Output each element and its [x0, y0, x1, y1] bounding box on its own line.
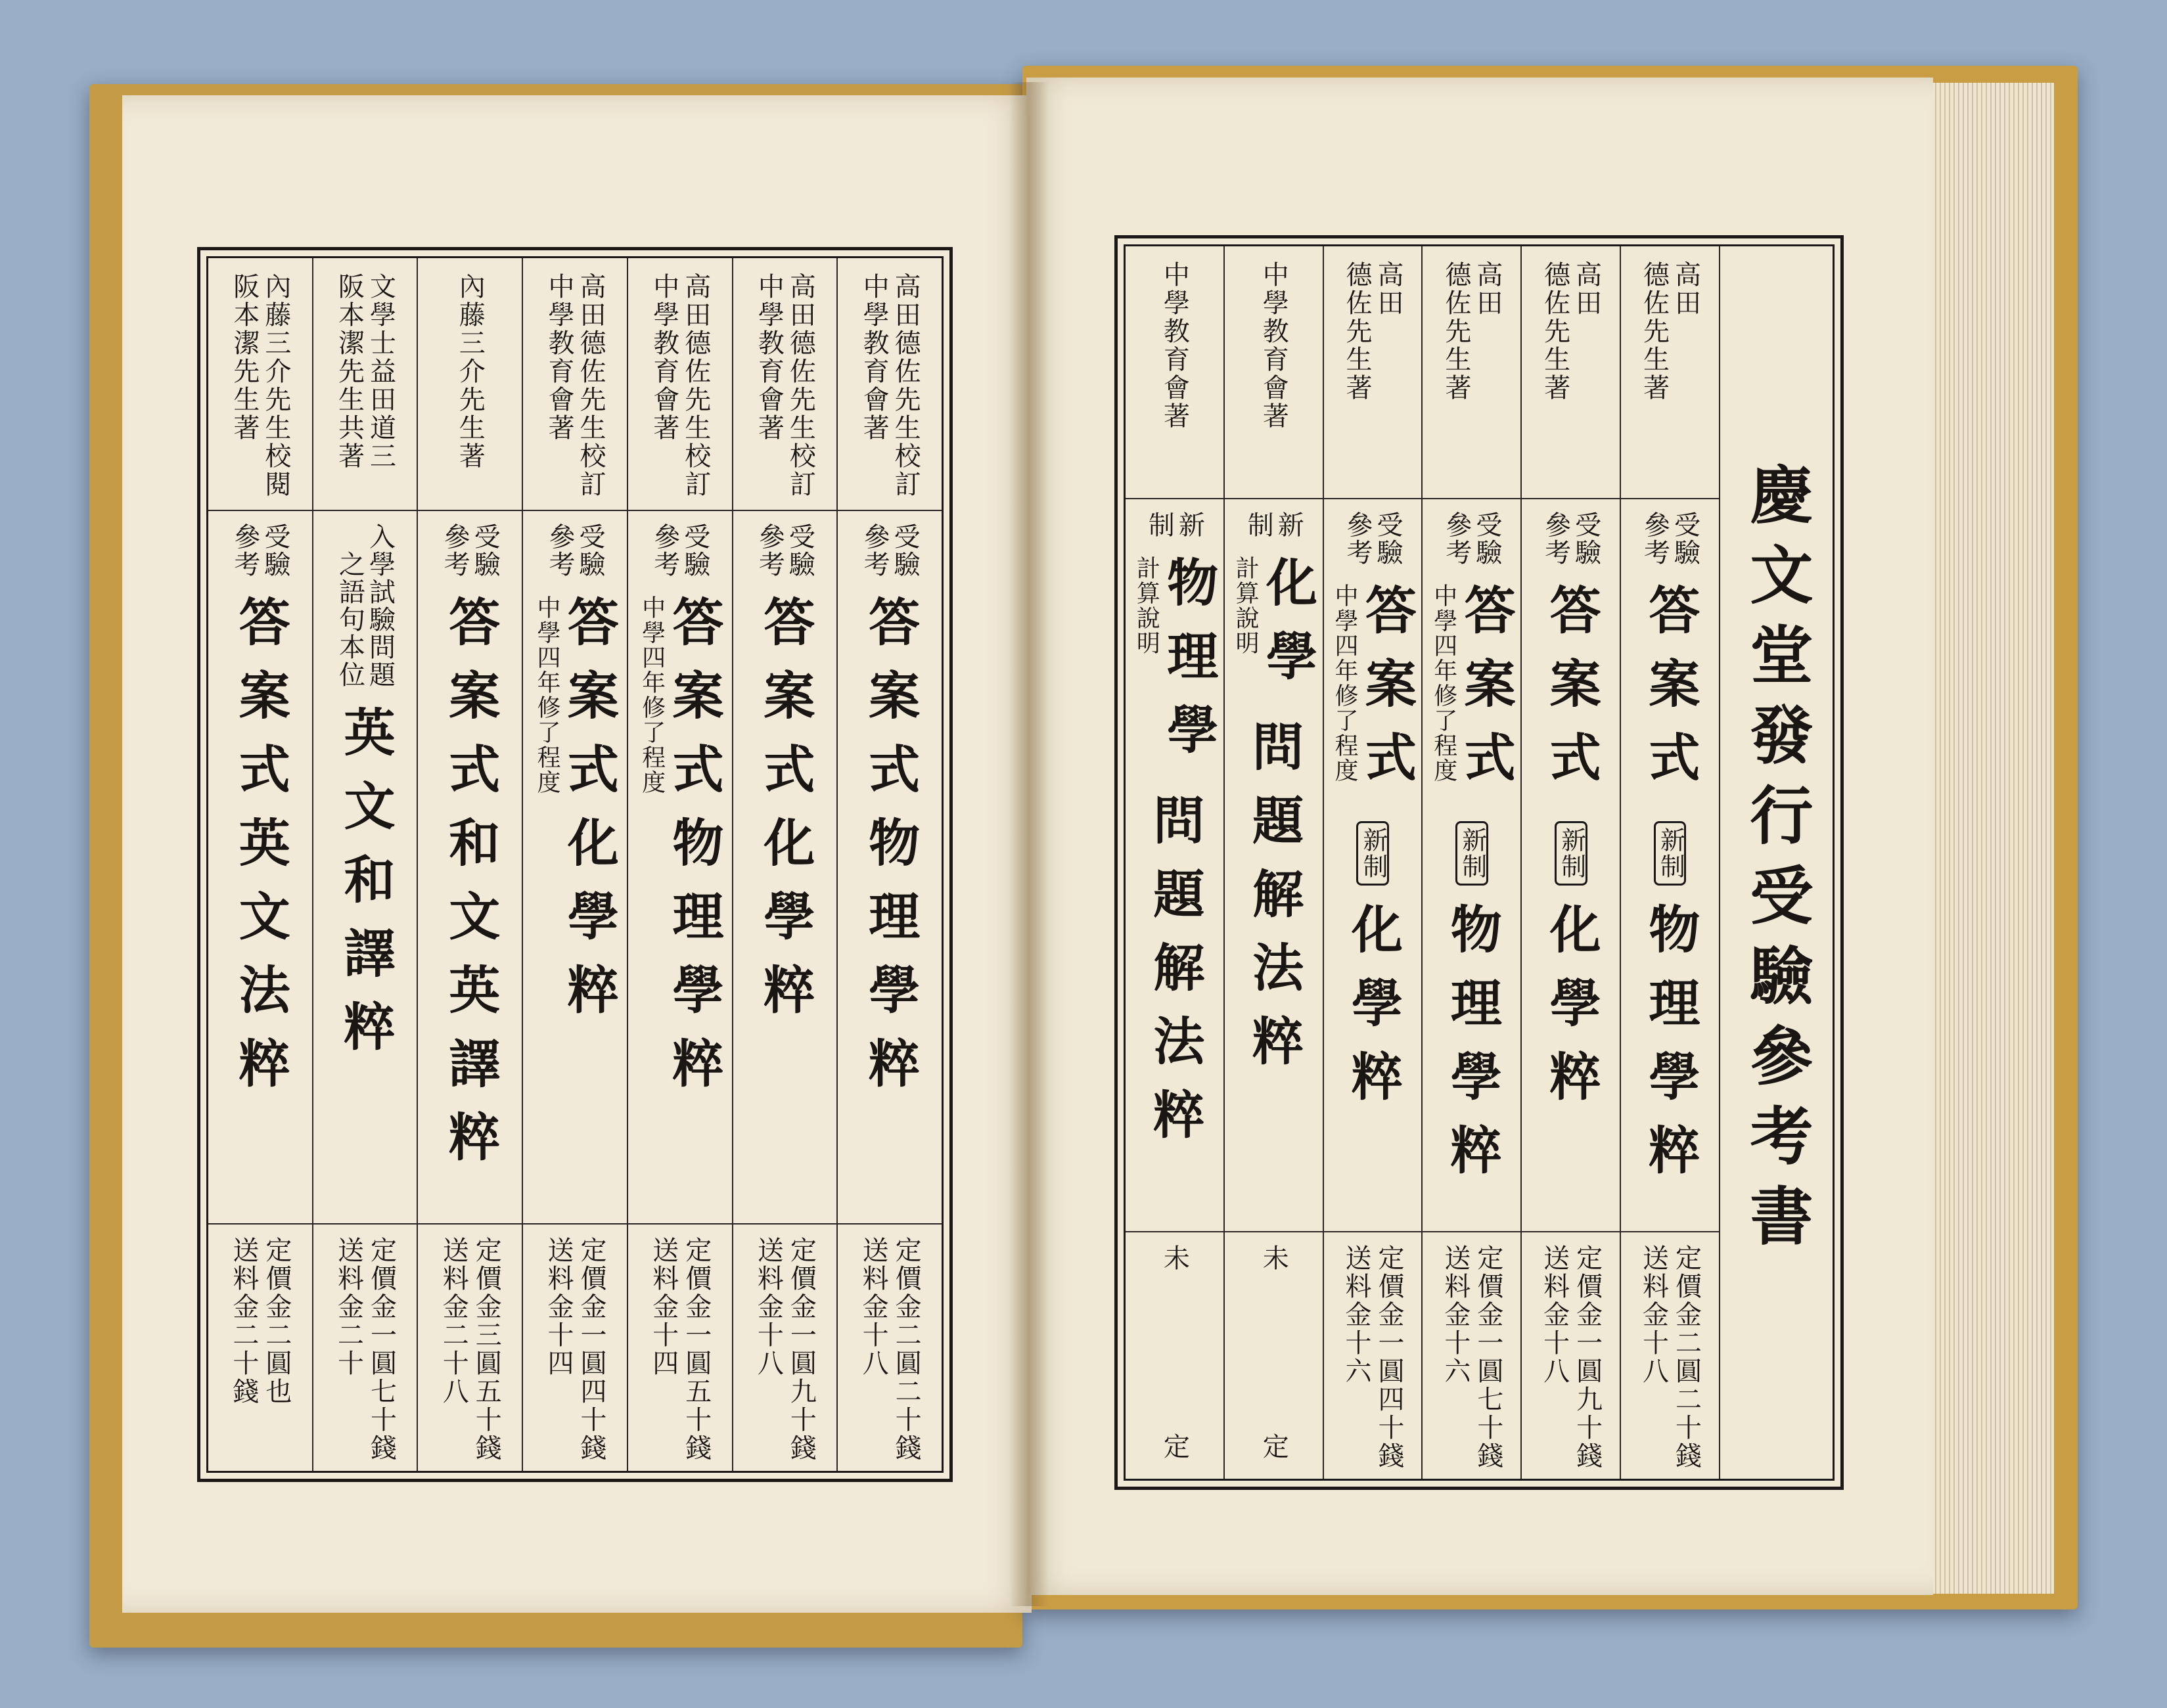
- title-cell: [838, 511, 942, 1225]
- title-cell: [208, 511, 312, 1225]
- price-line: 送料金十四: [648, 1236, 679, 1378]
- series-label: [651, 523, 709, 578]
- title-row: [860, 595, 921, 1110]
- author-lines: [456, 273, 484, 510]
- price-line: 定價金一圓九十錢: [786, 1236, 817, 1462]
- title-row-top: [1430, 583, 1516, 804]
- series-label-line: 受驗: [1373, 511, 1403, 566]
- series-label-line: 受驗: [1471, 511, 1502, 566]
- new-edition-stamp: 新制: [1356, 821, 1389, 886]
- author-cell: [418, 258, 522, 511]
- page-header-title: 慶文堂發行受驗參考書: [1739, 462, 1814, 1263]
- price-line: 送料金十六: [1341, 1244, 1372, 1385]
- new-edition-stamp: 新制: [1455, 821, 1488, 886]
- price-cell: [1324, 1232, 1422, 1479]
- series-label-line: 新: [1273, 511, 1304, 539]
- book-entry-column: [417, 258, 522, 1471]
- author-line: 高田: [1670, 261, 1701, 317]
- title-row: [755, 595, 815, 1037]
- book-title-part: 物理學: [1158, 556, 1219, 776]
- title-cell: [628, 511, 732, 1225]
- author-line: 中學教育會著: [543, 273, 574, 442]
- author-line: 中學教育會著: [649, 273, 679, 442]
- author-line: 中學教育會著: [1159, 261, 1190, 430]
- price-line: 定價金三圓五十錢: [471, 1236, 502, 1462]
- book-title-part: 化學粹: [1541, 903, 1601, 1123]
- author-line: 阪本潔先生著: [229, 273, 260, 442]
- book-entry-column: [627, 258, 732, 1471]
- book-title-part: 答案式: [1455, 583, 1516, 804]
- price-lines: [1442, 1244, 1502, 1479]
- price-line: 定價金一圓七十錢: [1472, 1244, 1503, 1470]
- author-line: 內藤三介先生校閱: [260, 273, 291, 499]
- author-lines: [1442, 261, 1501, 498]
- author-cell: [1225, 246, 1323, 499]
- price-line: 定價金一圓五十錢: [681, 1236, 712, 1462]
- author-cell: [1324, 246, 1422, 499]
- series-label-line: 參考: [1639, 511, 1670, 566]
- book-title-part: 物理學粹: [1442, 903, 1502, 1197]
- title-cell: [1126, 499, 1223, 1232]
- author-lines: [1160, 261, 1188, 498]
- price-line: 送料金十八: [1539, 1244, 1570, 1385]
- title-row-top: [1541, 583, 1601, 804]
- price-lines: [545, 1236, 605, 1471]
- price-lines: [754, 1236, 815, 1471]
- price-line: 定價金一圓七十錢: [366, 1236, 397, 1462]
- series-label-line: 參考: [440, 523, 470, 578]
- price-cell: [1126, 1232, 1223, 1479]
- book-title: 英文和譯粹: [335, 706, 396, 1073]
- series-label-line: 參考: [649, 523, 680, 578]
- book-title-part: 物理學粹: [1640, 903, 1700, 1197]
- author-line: 文學士益田道三: [365, 273, 396, 470]
- author-line: 高田: [1472, 261, 1503, 317]
- book-title: 答案式物理學粹: [664, 595, 724, 1110]
- price-cell: [1423, 1232, 1520, 1479]
- header-column: [1719, 246, 1833, 1479]
- series-label-line: 參考: [229, 523, 260, 578]
- title-row-top: [1232, 556, 1318, 703]
- title-stack: [1331, 511, 1417, 1231]
- price-lines: [1342, 1244, 1403, 1479]
- price-line: 送料金十八: [753, 1236, 784, 1378]
- author-cell: [1522, 246, 1620, 499]
- book-entry-column: [836, 258, 942, 1471]
- author-cell: [628, 258, 732, 511]
- price-line: 送料金十八: [1638, 1244, 1669, 1385]
- series-label-line: 制: [1243, 511, 1274, 539]
- price-line: 送料金十四: [543, 1236, 574, 1378]
- series-label-line: 受驗: [470, 523, 501, 578]
- author-line: 高田德佐先生校訂: [575, 273, 606, 499]
- author-line: 高田德佐先生校訂: [785, 273, 816, 499]
- series-label-line: 參考: [1441, 511, 1472, 566]
- price-lines: [859, 1236, 920, 1471]
- title-cell: [733, 511, 837, 1225]
- price-cell: [208, 1225, 312, 1471]
- author-cell: [1423, 246, 1520, 499]
- price-lines: [1160, 1244, 1188, 1461]
- book-entry-column: [1620, 246, 1719, 1479]
- series-label-line: 參考: [1540, 511, 1571, 566]
- series-label: [1641, 511, 1699, 566]
- book-title: 答案式和文英譯粹: [440, 595, 501, 1184]
- author-line: 阪本潔先生共著: [334, 273, 365, 470]
- author-lines: [545, 273, 604, 510]
- price-line: 送料金十六: [1440, 1244, 1471, 1385]
- author-lines: [1343, 261, 1402, 498]
- level-note: 中學四年修了程度: [533, 595, 560, 795]
- price-line: 送料金二十八: [438, 1236, 469, 1406]
- price-lines: [1260, 1244, 1287, 1461]
- author-line: 高田德佐先生校訂: [890, 273, 921, 499]
- author-line: 德佐先生著: [1540, 261, 1570, 402]
- author-cell: [523, 258, 627, 511]
- author-line: 中學教育會著: [859, 273, 890, 442]
- author-lines: [1640, 261, 1699, 498]
- series-label-line: 受驗: [890, 523, 921, 578]
- level-note: 中學四年修了程度: [638, 595, 666, 795]
- price-line: 未: [1159, 1244, 1190, 1272]
- title-stack: [1232, 511, 1318, 1231]
- new-edition-stamp: 新制: [1555, 821, 1587, 886]
- series-label: [336, 523, 394, 688]
- series-label: [546, 523, 604, 578]
- book-spine: [1009, 82, 1049, 1606]
- level-note: 計算說明: [1133, 556, 1160, 656]
- price-lines: [1541, 1244, 1601, 1479]
- author-lines: [336, 273, 395, 510]
- series-label: [1542, 511, 1600, 566]
- title-stack: [1641, 511, 1699, 1231]
- series-label-line: 受驗: [1570, 511, 1601, 566]
- author-line: 高田: [1373, 261, 1404, 317]
- author-lines: [755, 273, 814, 510]
- title-cell: [1621, 499, 1719, 1232]
- price-line: 送料金十八: [858, 1236, 889, 1378]
- book-title: 答案式化學粹: [755, 595, 815, 1037]
- book-title: 答案式物理學粹: [860, 595, 921, 1110]
- book-title: 答案式英文法粹: [230, 595, 290, 1110]
- price-cell: [523, 1225, 627, 1471]
- title-stack: [336, 523, 394, 1223]
- title-stack: [1133, 511, 1219, 1231]
- book-entry-column: [208, 258, 312, 1471]
- price-line: 定: [1159, 1433, 1190, 1461]
- price-line: 未: [1258, 1244, 1289, 1272]
- title-cell: [1324, 499, 1422, 1232]
- book-title-part: 化學: [1258, 556, 1318, 703]
- price-cell: [418, 1225, 522, 1471]
- title-row-top: [1640, 583, 1700, 804]
- title-stack: [1542, 511, 1600, 1231]
- title-stack: [861, 523, 919, 1223]
- price-cell: [1225, 1232, 1323, 1479]
- book-title-part: 答案式: [1356, 583, 1417, 804]
- title-row: [335, 706, 396, 1073]
- title-row: [533, 595, 619, 1037]
- price-line: 送料金二十錢: [228, 1236, 259, 1406]
- title-row-top: [1331, 583, 1417, 804]
- title-row: [638, 595, 724, 1110]
- title-stack: [638, 523, 724, 1223]
- series-label-line: 之語句本位: [334, 551, 365, 688]
- title-cell: [523, 511, 627, 1225]
- book-entry-column: [1126, 246, 1223, 1479]
- level-note: 中學四年修了程度: [1430, 583, 1457, 783]
- price-line: 定價金一圓四十錢: [576, 1236, 606, 1462]
- author-line: 高田德佐先生校訂: [680, 273, 711, 499]
- author-line: 德佐先生著: [1342, 261, 1373, 402]
- title-cell: [1423, 499, 1520, 1232]
- title-cell: [313, 511, 417, 1225]
- book-title-part: 化學粹: [1342, 903, 1403, 1123]
- title-stack: [533, 523, 619, 1223]
- series-label: [861, 523, 919, 578]
- author-cell: [208, 258, 312, 511]
- author-line: 中學教育會著: [754, 273, 785, 442]
- series-label: [1244, 511, 1302, 539]
- price-lines: [440, 1236, 500, 1471]
- title-row: [440, 595, 501, 1184]
- left-columns: [206, 256, 944, 1473]
- series-label-line: 受驗: [679, 523, 710, 578]
- price-cell: [1621, 1232, 1719, 1479]
- series-label-line: 受驗: [574, 523, 605, 578]
- author-line: 高田: [1571, 261, 1602, 317]
- series-label-line: 制: [1144, 511, 1175, 539]
- book-title: 答案式化學粹: [559, 595, 619, 1037]
- series-label: [1443, 511, 1501, 566]
- series-label-line: 參考: [859, 523, 890, 578]
- series-label: [1145, 511, 1203, 539]
- author-line: 德佐先生著: [1639, 261, 1670, 402]
- price-line: 定價金二圓也: [261, 1236, 292, 1406]
- title-stack: [1430, 511, 1516, 1231]
- book-entry-column: [732, 258, 837, 1471]
- level-note: 中學四年修了程度: [1331, 583, 1358, 783]
- title-stack: [231, 523, 289, 1223]
- price-cell: [313, 1225, 417, 1471]
- author-cell: [1126, 246, 1223, 499]
- author-cell: [733, 258, 837, 511]
- right-book-list-table: [1114, 235, 1844, 1490]
- author-lines: [1541, 261, 1601, 498]
- series-label: [441, 523, 499, 578]
- price-line: 定價金一圓九十錢: [1572, 1244, 1603, 1470]
- author-lines: [1260, 261, 1287, 498]
- author-lines: [860, 273, 919, 510]
- author-lines: [231, 273, 290, 510]
- price-cell: [838, 1225, 942, 1471]
- price-cell: [733, 1225, 837, 1471]
- title-cell: [1522, 499, 1620, 1232]
- book-title-part: 答案式: [1640, 583, 1700, 804]
- series-label: [231, 523, 289, 578]
- title-stack: [441, 523, 499, 1223]
- book-title-part: 答案式: [1541, 583, 1601, 804]
- title-cell: [418, 511, 522, 1225]
- series-label-line: 新: [1174, 511, 1205, 539]
- book-entry-column: [522, 258, 627, 1471]
- author-cell: [313, 258, 417, 511]
- series-label-line: 受驗: [1670, 511, 1700, 566]
- series-label-line: 參考: [544, 523, 575, 578]
- book-entry-column: [312, 258, 417, 1471]
- author-cell: [838, 258, 942, 511]
- price-line: 定價金二圓二十錢: [1671, 1244, 1702, 1470]
- series-label-line: 入學試驗問題: [365, 523, 396, 688]
- book-entry-column: [1223, 246, 1323, 1479]
- price-cell: [628, 1225, 732, 1471]
- title-cell: [1225, 499, 1323, 1232]
- title-row: [230, 595, 290, 1110]
- price-lines: [335, 1236, 396, 1471]
- author-cell: [1621, 246, 1719, 499]
- book-entry-column: [1421, 246, 1520, 1479]
- right-columns: [1124, 244, 1835, 1481]
- price-line: 定: [1258, 1433, 1289, 1461]
- price-line: 送料金二十: [333, 1236, 364, 1378]
- page-edges: [1932, 83, 2054, 1594]
- price-lines: [230, 1236, 290, 1471]
- title-stack: [756, 523, 813, 1223]
- series-label-line: 參考: [754, 523, 785, 578]
- series-label-line: 受驗: [260, 523, 290, 578]
- level-note: 計算說明: [1232, 556, 1260, 656]
- author-line: 內藤三介先生著: [455, 273, 486, 470]
- book-title-part: 問題解法粹: [1145, 794, 1205, 1161]
- price-cell: [1522, 1232, 1620, 1479]
- price-line: 定價金一圓四十錢: [1374, 1244, 1405, 1470]
- series-label: [756, 523, 813, 578]
- series-label-line: 受驗: [785, 523, 815, 578]
- author-lines: [650, 273, 710, 510]
- price-line: 定價金二圓二十錢: [891, 1236, 922, 1462]
- new-edition-stamp: 新制: [1654, 821, 1687, 886]
- author-line: 德佐先生著: [1440, 261, 1471, 402]
- series-label-line: 參考: [1342, 511, 1373, 566]
- price-lines: [1639, 1244, 1700, 1479]
- author-line: 中學教育會著: [1258, 261, 1289, 430]
- left-book-list-table: [197, 247, 953, 1482]
- title-row-top: [1133, 556, 1219, 776]
- book-entry-column: [1323, 246, 1422, 1479]
- book-title-part: 問題解法粹: [1244, 720, 1304, 1088]
- book-entry-column: [1520, 246, 1620, 1479]
- price-lines: [650, 1236, 710, 1471]
- series-label: [1344, 511, 1402, 566]
